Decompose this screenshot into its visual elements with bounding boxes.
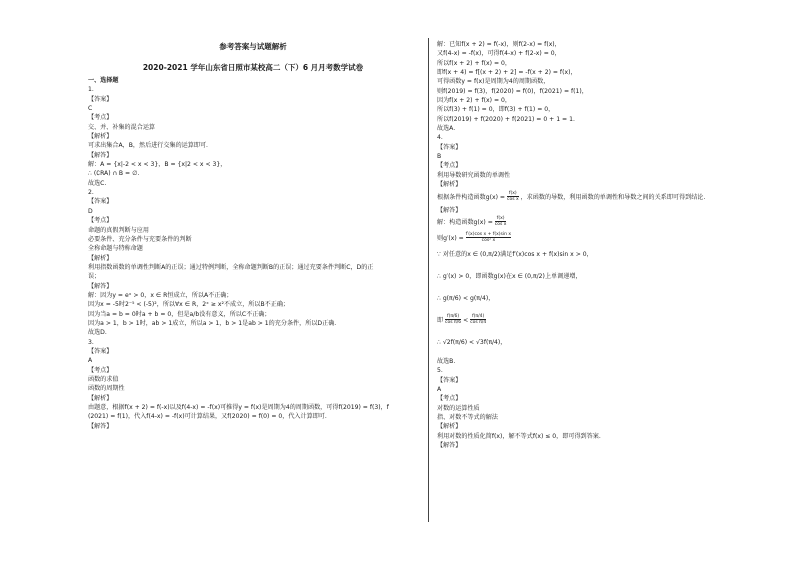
text-line: 解：A = {x|-2 < x < 3}，B = {x|2 < x < 3}， [88, 161, 227, 169]
text-line: 函数的周期性 [88, 385, 125, 393]
condition-line: ∵ 对任意的x ∈ (0,π/2)满足f′(x)cos x + f(x)sin x > 0， [437, 250, 593, 258]
left-lines [88, 85, 418, 431]
inequality-line-2: 即 $\frac{f(\pi/6)}{\text{cos π/6}}$ < $\frac{f(\pi/4)}{\text{cos π/4}}$ [437, 314, 487, 326]
text-line: 【解析】 [88, 254, 113, 262]
text-line: 命题的真假判断与应用 [88, 226, 149, 234]
text-line: 故选C. [88, 179, 107, 187]
text-line: 由题意，根据f(x + 2) = f(-x)以及f(4-x) = -f(x)可推得y = f(x)是周期为4的周期函数，可得f(2019) = f(3)，f [88, 404, 389, 412]
text-line: 解：因为y = eˣ > 0，x ∈ R恒成立，所以A不正确； [88, 291, 233, 299]
text-line: 【答案】 [88, 95, 113, 103]
text-line: (2021) = f(1)，代入f(4-x) = -f(x)可计算结果，又f(2020) = f(0) = 0，代入计算即可. [88, 413, 327, 421]
text-line: 【答案】 [437, 376, 462, 384]
text-line: 5. [437, 367, 443, 375]
text-line: 【考点】 [437, 162, 462, 170]
text-line: C [88, 105, 93, 113]
text-line: 交、并、补集的混合运算 [88, 123, 156, 131]
text-line: 指、对数不等式的解法 [437, 413, 498, 421]
column-divider [428, 38, 429, 522]
text-line: 则f(2019) = f(3)，f(2020) = f(0)，f(2021) = f(1)， [437, 87, 588, 95]
text-line: 【解答】 [88, 422, 113, 430]
text-line: A [437, 385, 442, 393]
text-line: 【考点】 [88, 217, 113, 225]
text-line: 【考点】 [437, 395, 462, 403]
section-heading: 一、选择题 [88, 77, 119, 84]
text-line: 【考点】 [88, 114, 113, 122]
right-tail-lines [437, 357, 767, 450]
text-line: 【解析】 [88, 133, 113, 141]
text-line: 2. [88, 189, 94, 197]
text-line: 所以f(3) + f(1) = 0，即f(3) + f(1) = 0， [437, 106, 555, 114]
exam-title: 2020-2021 学年山东省日照市某校高二（下）6 月月考数学试卷 [142, 63, 364, 72]
answer-title: 参考答案与试题解析 [219, 42, 287, 51]
text-line: 因为f(x + 2) + f(x) = 0， [437, 97, 511, 105]
text-line: 【考点】 [88, 366, 113, 374]
fraction: $\frac{f(\pi/6)}{\text{cos π/6}}$ [445, 314, 462, 326]
text-line: 3. [88, 338, 94, 346]
text-line: 全称命题与特称命题 [88, 245, 143, 253]
fraction: $\frac{f(x)}{\text{cos x}}$ [506, 191, 519, 202]
text-line: 解：已知f(x + 2) = f(-x)，则f(2-x) = f(x)， [437, 41, 561, 48]
text-line: 又f(4-x) = -f(x)，可得f(4-x) + f(2-x) = 0， [437, 50, 561, 58]
text-line: 利用指数函数的单调性判断A的正误；通过特例判断，全称命题判断B的正误；通过充要条件判断C，D的正 [88, 263, 374, 271]
text-line: B [437, 153, 442, 161]
text-line: ∴ (∁RA) ∩ B = ∅. [88, 170, 140, 178]
text-line: 必要条件、充分条件与充要条件的判断 [88, 235, 192, 243]
text-line: 【解答】 [437, 441, 462, 449]
text-line: 【解析】 [88, 394, 113, 402]
text-line: A [88, 357, 93, 365]
text-line: D [88, 207, 93, 215]
solution-label: 【解答】 [437, 206, 462, 214]
text-line: 【解析】 [437, 181, 462, 189]
text-line: 可求出集合A，B，然后进行交集的运算即可. [88, 142, 208, 150]
derivative-line: 则g′(x) = $\frac{\text{f′(x)cos x + f(x)sin x}}{\text{cos² x}}$ [437, 232, 512, 244]
text-line: 所以f(x + 2) + f(x) = 0， [437, 59, 511, 67]
text-line: 因为x = -5时2⁻⁵ < (-5)²，所以∀x ∈ R，2ˣ ≥ x²不成立，所以B不正确； [88, 301, 290, 309]
analysis-line: 根据条件构造函数g(x) = $\frac{f(x)}{\text{cos x}}$ ，求函数的导数，利用函数的单调性和导数之间的关系即可得到结论. [437, 191, 706, 202]
text-line: 利用对数的性质化简f(x)，解不等式f(x) ≤ 0，即可得到答案. [437, 432, 601, 440]
text-line: 【解答】 [88, 282, 113, 290]
text-line: 【解析】 [437, 423, 462, 431]
text-line: 1. [88, 86, 94, 94]
inequality-line-3: ∴ √2f(π/6) < √3f(π/4)， [437, 338, 507, 346]
text-line: 【答案】 [437, 143, 462, 151]
text-line: 4. [437, 134, 443, 142]
fraction: $\frac{f(x)}{\text{cos x}}$ [494, 216, 507, 228]
text-line: 函数的求值 [88, 376, 119, 383]
text-line: 故选B. [437, 357, 456, 365]
text-line: 【答案】 [88, 198, 113, 206]
text-line: 误； [88, 273, 101, 281]
right-column [437, 40, 767, 450]
construct-line: 解：构造函数g(x) = $\frac{f(x)}{\text{cos x}}$ [437, 216, 507, 228]
monotonic-line: ∴ g′(x) > 0，即函数g(x)在x ∈ (0,π/2)上单调递增， [437, 272, 582, 280]
text-line: 利用导数研究函数的单调性 [437, 171, 511, 179]
left-column [88, 40, 418, 431]
text-line: 因为当a = b = 0时a + b = 0，但是a/b没有意义，所以C不正确； [88, 310, 271, 318]
text-line: 因为a > 1，b > 1时，ab > 1成立，所以a > 1，b > 1是ab > 1的充分条件，所以D正确. [88, 319, 337, 327]
fraction: $\frac{f(\pi/4)}{\text{cos π/4}}$ [470, 314, 487, 326]
text-line: 可得函数y = f(x)是周期为4的周期函数， [437, 78, 550, 86]
inequality-line-1: ∴ g(π/6) < g(π/4)， [437, 294, 495, 302]
text-line: 【解答】 [88, 151, 113, 159]
text-line: 即f(x + 4) = f[(x + 2) + 2] = -f(x + 2) = f(x)， [437, 69, 577, 77]
text-line: 故选D. [88, 329, 107, 337]
text-line: 所以f(2019) + f(2020) + f(2021) = 0 + 1 = 1. [437, 115, 575, 123]
text-line: 对数的运算性质 [437, 404, 480, 412]
text-line: 故选A. [437, 125, 456, 133]
fraction: $\frac{\text{f′(x)cos x + f(x)sin x}}{\text{cos² x}}$ [465, 232, 512, 244]
text-line: 【答案】 [88, 347, 113, 355]
right-lines [437, 40, 767, 190]
